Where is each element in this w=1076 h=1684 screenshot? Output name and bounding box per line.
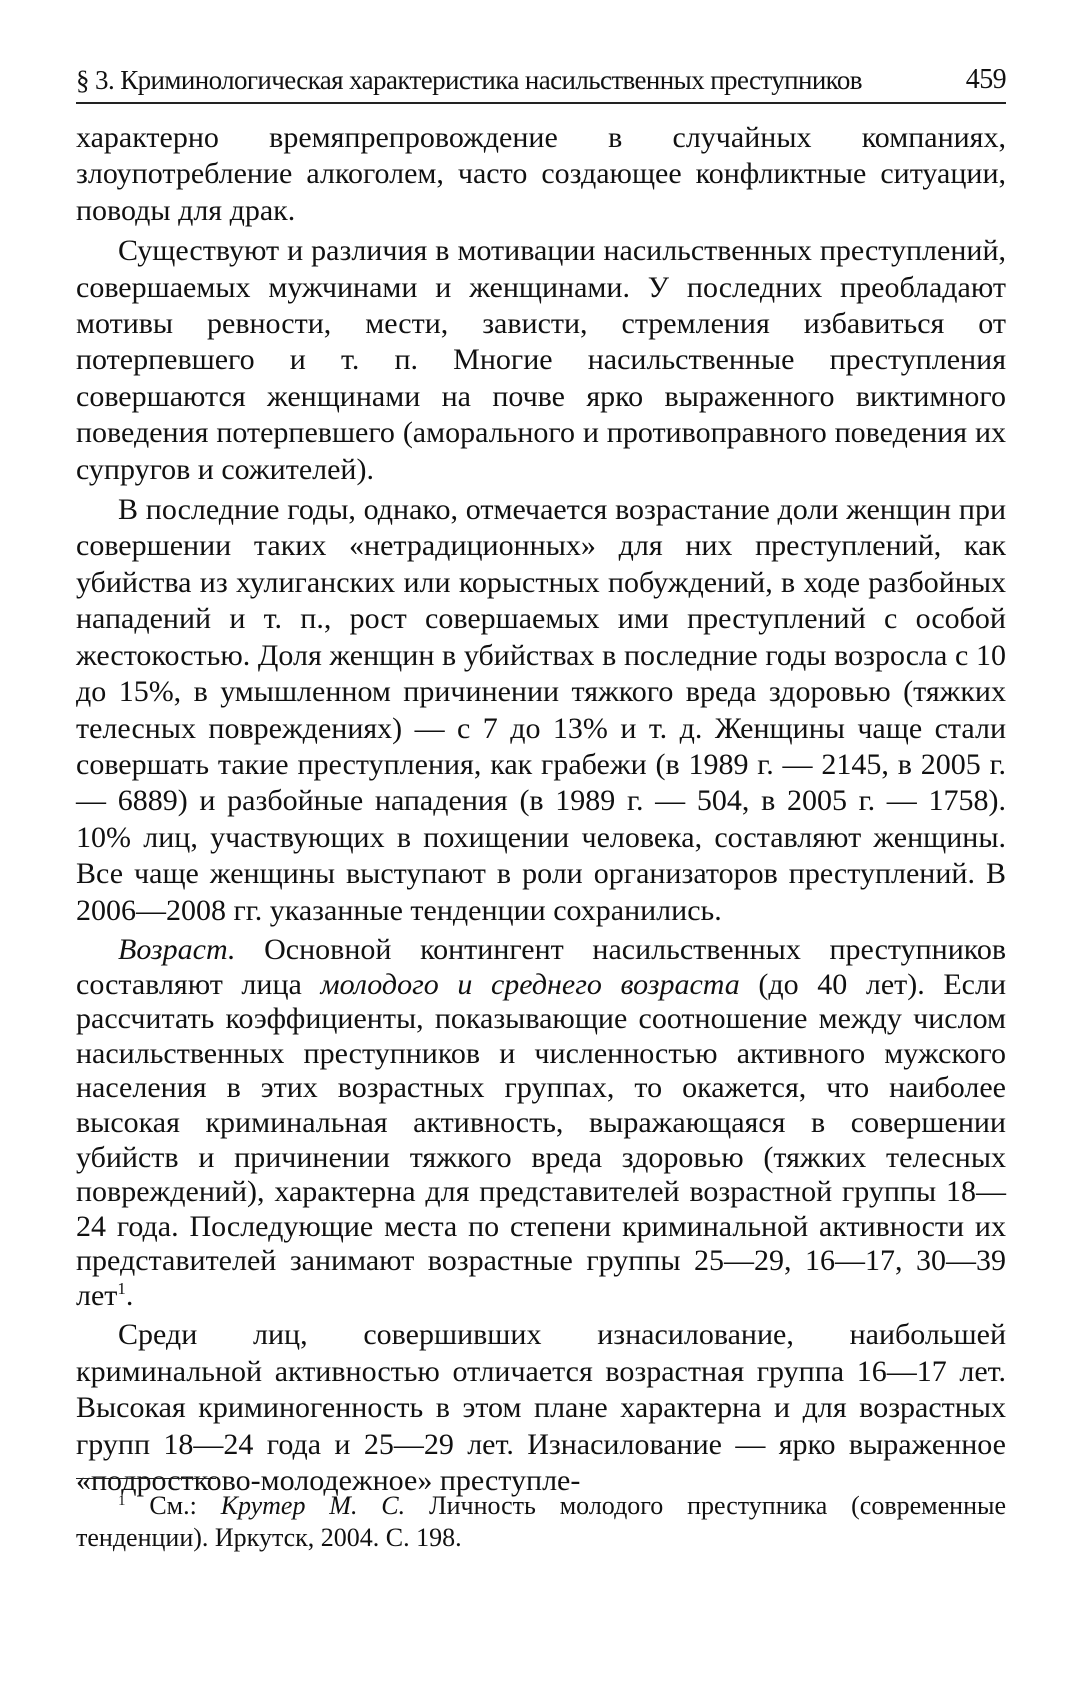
footnote-author: Крутер М. С. xyxy=(220,1491,406,1520)
footnote xyxy=(76,1490,1006,1554)
paragraph-4-end: . xyxy=(125,1278,134,1312)
paragraph-4-text-a: Основной контингент насильственных преступников составляют лица xyxy=(76,932,1006,1001)
footnote-mark: 1 xyxy=(118,1493,126,1509)
footnote-see: См.: xyxy=(125,1491,221,1520)
paragraph-2: Существуют и различия в мотивации насильственных преступлений, совершаемых мужчинами и женщинами. У последних преобладают мотивы ревности, мести, зависти, стремления избавиться от потерпевшего и т. п. Многие насильственные преступления совершаются женщинами на почве ярко выраженного виктимного поведения потерпевшего (аморального и противоправного поведения их супругов и сожителей). xyxy=(76,234,1006,486)
paragraph-3: В последние годы, однако, отмечается возрастание доли женщин при совершении таких «нетрадиционных» для них преступлений, как убийства из хулиганских или корыстных побуждений, в ходе разбойных нападений и т. п., рост совершаемых ими преступлений с особой жестокостью. Доля женщин в убийствах в последние годы возросла с 10 до 15%, в умышленном причинении тяжкого вреда здоровью (тяжких телесных повреждениях) — с 7 до 13% и т. д. Женщины чаще стали совершать такие преступления, как грабежи (в 1989 г. — 2145, в 2005 г. — 6889) и разбойные нападения (в 1989 г. — 504, в 2005 г. — 1758). 10% лиц, участвующих в похищении человека, составляют женщины. Все чаще женщины выступают в роли организаторов преступлений. В 2006—2008 гг. указанные тенденции сохранились. xyxy=(76,493,1006,927)
section-lead-word: Возраст. xyxy=(118,932,236,966)
running-header xyxy=(76,58,1006,104)
body-text xyxy=(76,120,1006,1504)
page-number: 459 xyxy=(965,64,1006,95)
paragraph-4-text-b: (до 40 лет). Если рассчитать коэффициенты, показывающие соотношение между числом насильственных преступников и численностью активного мужского населения в этих возрастных группах, то окажется, что наиболее высокая криминальная активность, выражающаяся в совершении убийств и причинении тяжкого вреда здоровью (тяжких телесных повреждений), характерна для представителей возрастной группы 18—24 года. Последующие места по степени криминальной активности их представителей занимают возрастные группы 25—29, 16—17, 30—39 лет xyxy=(76,967,1007,1312)
footnote-citation: Личность молодого преступника (современные тенденции). Иркутск, 2004. С. 198. xyxy=(76,1491,1006,1552)
paragraph-1: характерно времяпрепровождение в случайных компаниях, злоупотребление алкоголем, часто создающее конфликтные ситуации, поводы для драк. xyxy=(76,121,1006,227)
book-page xyxy=(76,0,1006,1684)
footnote-text xyxy=(76,1490,1006,1554)
emphasis-phrase: молодого и среднего возраста xyxy=(320,967,740,1001)
paragraph-5: Среди лиц, совершивших изнасилование, наибольшей криминальной активностью отличается возрастная группа 16—17 лет. Высокая криминогенность в этом плане характерна и для возрастных групп 18—24 года и 25—29 лет. Изнасилование — ярко выраженное «подростково-молодежное» преступле- xyxy=(76,1318,1006,1498)
paragraph-4 xyxy=(76,933,1006,1314)
footnote-reference: 1 xyxy=(117,1278,126,1298)
footnote-divider xyxy=(76,1478,216,1479)
running-title: § 3. Криминологическая характеристика насильственных преступников xyxy=(76,65,862,95)
